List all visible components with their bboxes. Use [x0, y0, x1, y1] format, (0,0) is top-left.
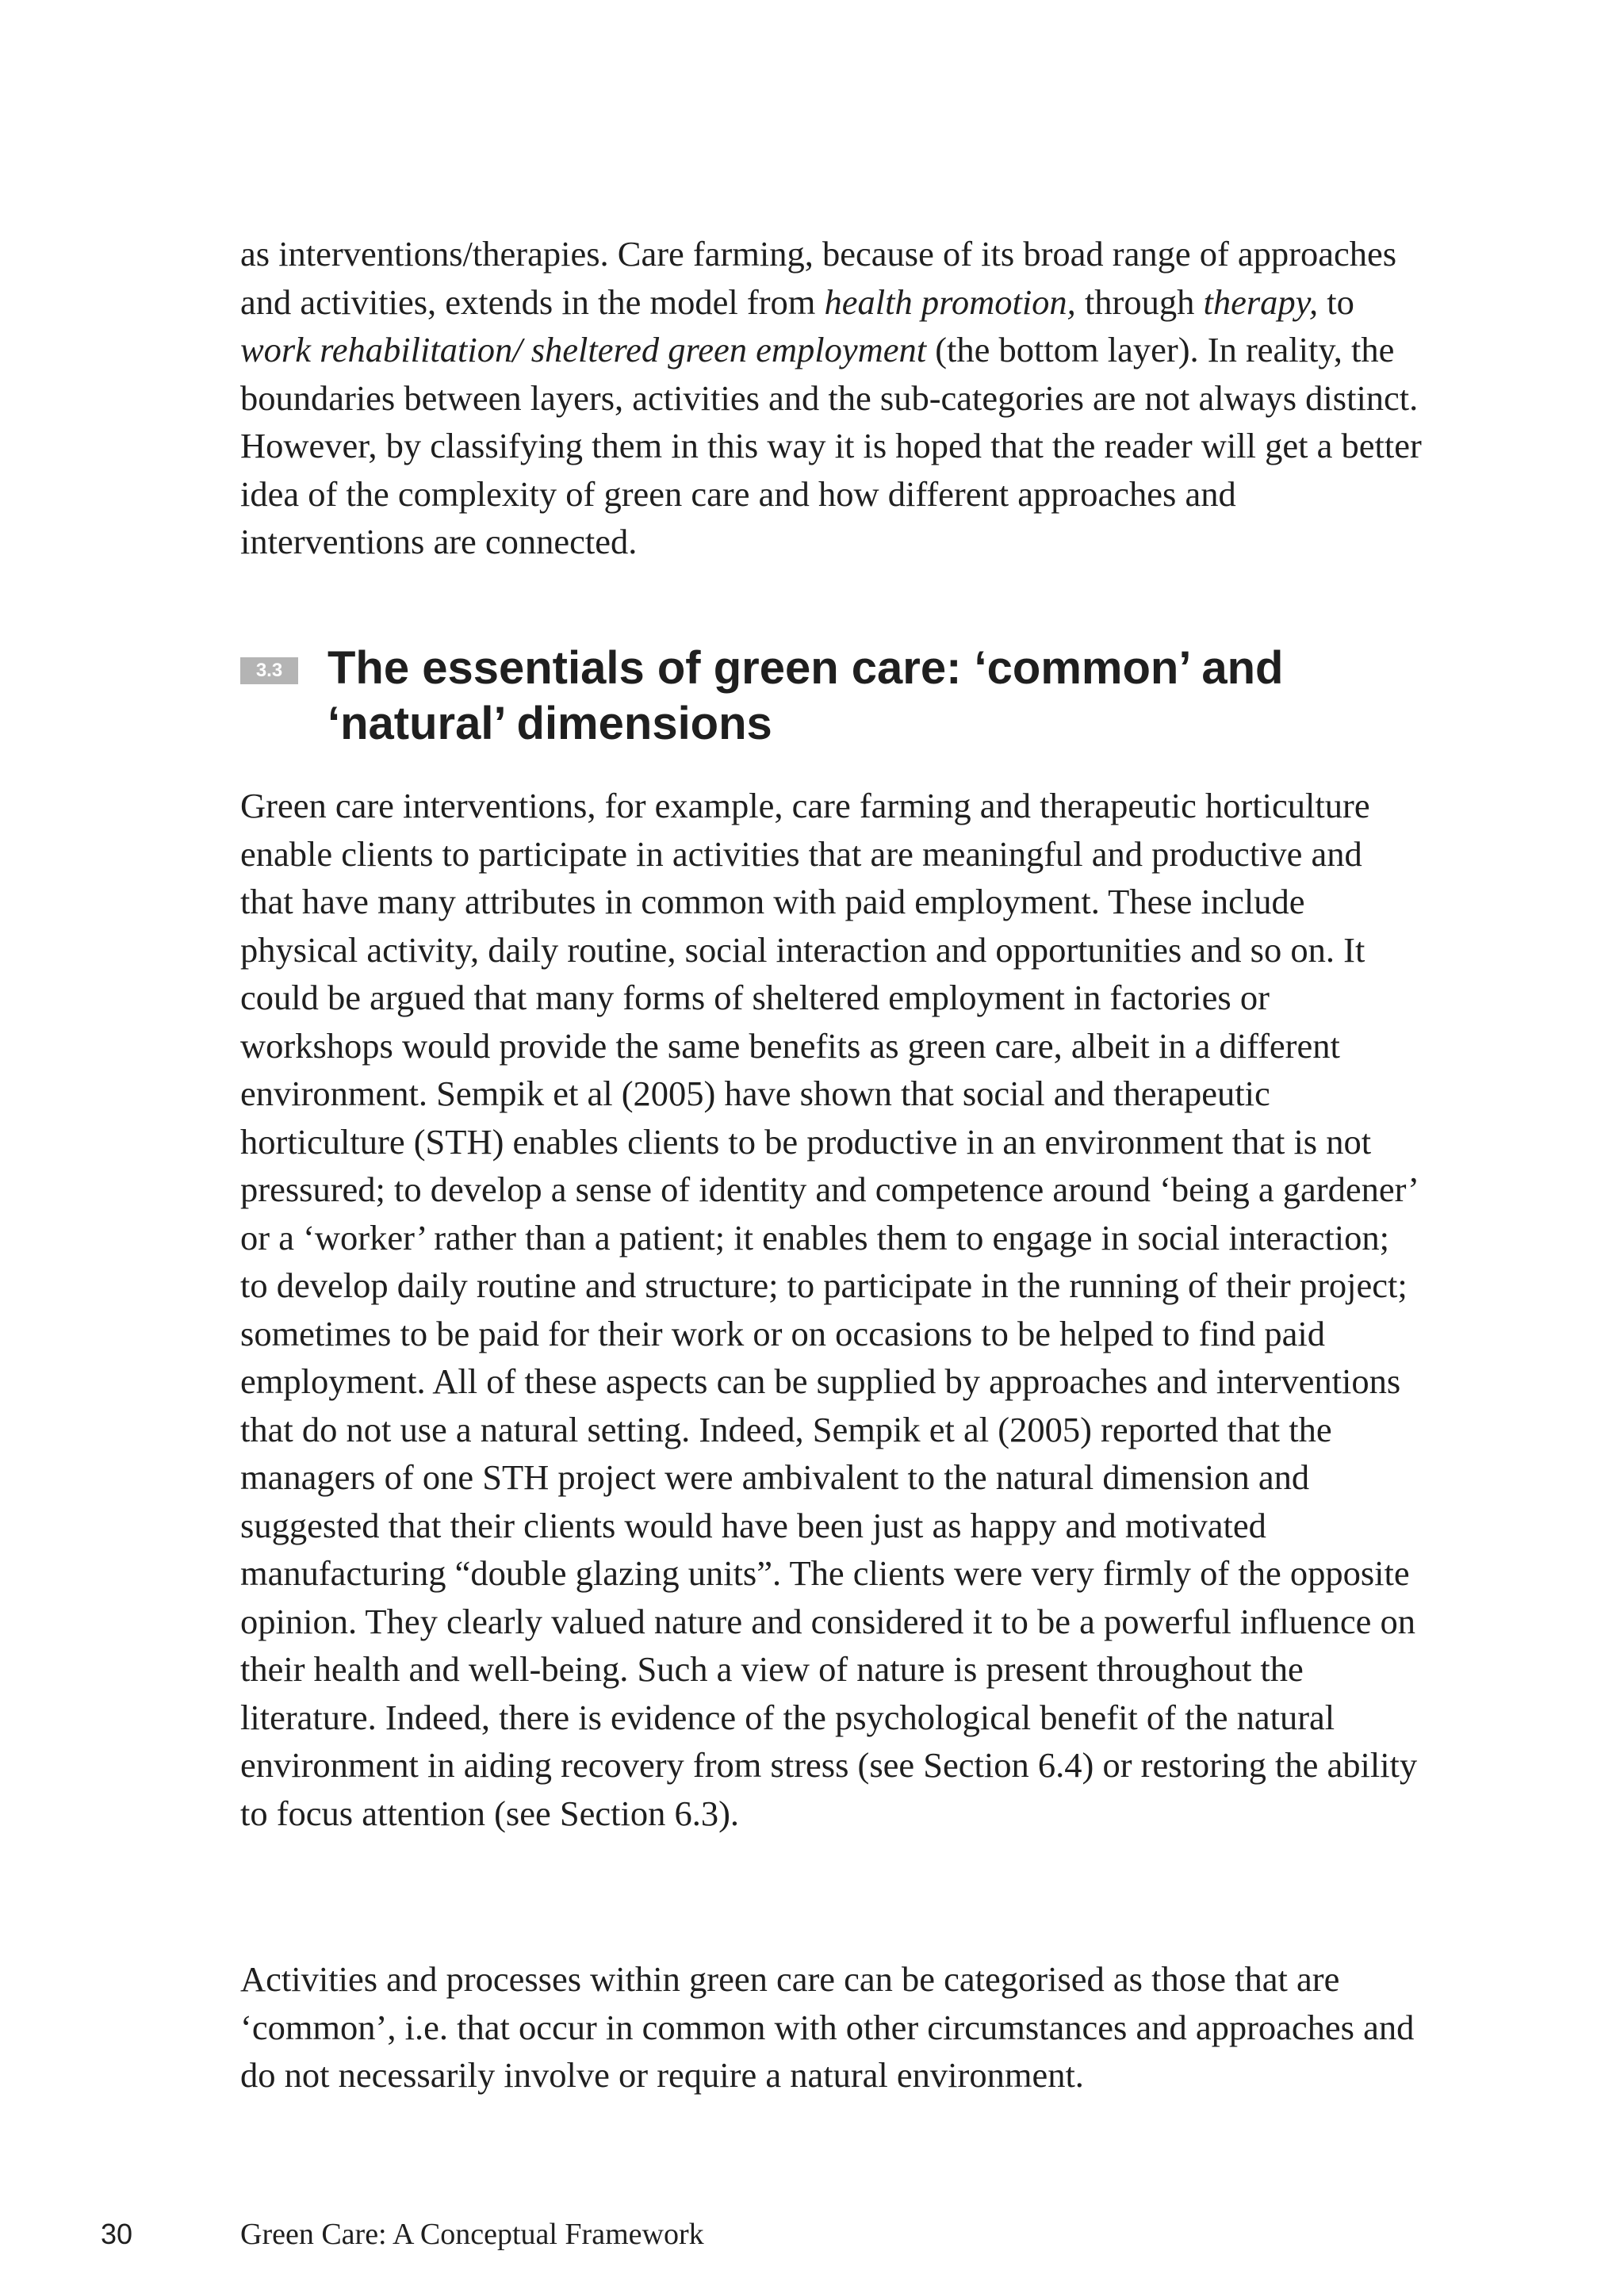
- intro-paragraph-text: [240, 230, 1422, 566]
- intro-italic-phrase: health promotion,: [824, 281, 1076, 322]
- body-paragraph-text: Green care interventions, for example, care farming and therapeutic horticulture enable clients to participate in activities that are meaningful and productive and that have many attributes in common with paid employment. These include physical activity, daily routine, social interaction and opportunities and so on. It could be argued that many forms of sheltered employment in factories or workshops would provide the same benefits as green care, albeit in a different environment. Sempik et al (2005) have shown that social and therapeutic horticulture (STH) enables clients to be productive in an environment that is not pressured; to develop a sense of identity and competence around ‘being a gardener’ or a ‘worker’ rather than a patient; it enables them to engage in social interaction; to develop daily routine and structure; to participate in the running of their project; sometimes to be paid for their work or on occasions to be helped to find paid employment. All of these aspects can be supplied by approaches and interventions that do not use a natural setting. Indeed, Sempik et al (2005) reported that the managers of one STH project were ambivalent to the natural dimension and suggested that their clients would have been just as happy and motivated manufacturing “double glazing units”. The clients were very firmly of the opposite opinion. They clearly valued nature and considered it to be a powerful influence on their health and well-being. Such a view of nature is present throughout the literature. Indeed, there is evidence of the psychological benefit of the natural environment in aiding recovery from stress (see Section 6.4) or restoring the ability to focus attention (see Section 6.3).: [240, 786, 1418, 1833]
- closing-paragraph: [240, 1955, 1422, 2100]
- footer-publication-title: Green Care: A Conceptual Framework: [240, 2218, 704, 2251]
- section-title: [327, 641, 1422, 752]
- intro-text-segment: to: [1318, 281, 1354, 322]
- page-number: 30: [101, 2218, 133, 2250]
- section-number-badge: 3.3: [240, 657, 298, 684]
- closing-paragraph-text: Activities and processes within green care can be categorised as those that are ‘common’, i.e. that occur in common with other circumstances and approaches and do not necessarily involve or require a natural environment.: [240, 1959, 1415, 2095]
- intro-paragraph: [240, 230, 1422, 566]
- intro-italic-phrase: work rehabilitation/ sheltered green employment: [240, 330, 927, 369]
- section-title-line-1: The essentials of green care: ‘common’ and: [327, 642, 1284, 694]
- intro-text-segment: (the bottom layer). In reality, the boundaries between layers, activities and the sub-categories are not always distinct. However, by classifying them in this way it is hoped that the reader will get a better idea of the complexity of green care and how different approaches and interventions are connected.: [240, 330, 1422, 561]
- intro-italic-phrase: therapy,: [1203, 281, 1319, 322]
- section-title-line-2: ‘natural’ dimensions: [327, 698, 772, 749]
- intro-text-segment: as interventions/therapies. Care farming, because of its broad range of approaches and activities, extends in the model from: [240, 234, 1397, 322]
- body-paragraph: [240, 782, 1422, 1837]
- intro-text-segment: through: [1075, 281, 1204, 322]
